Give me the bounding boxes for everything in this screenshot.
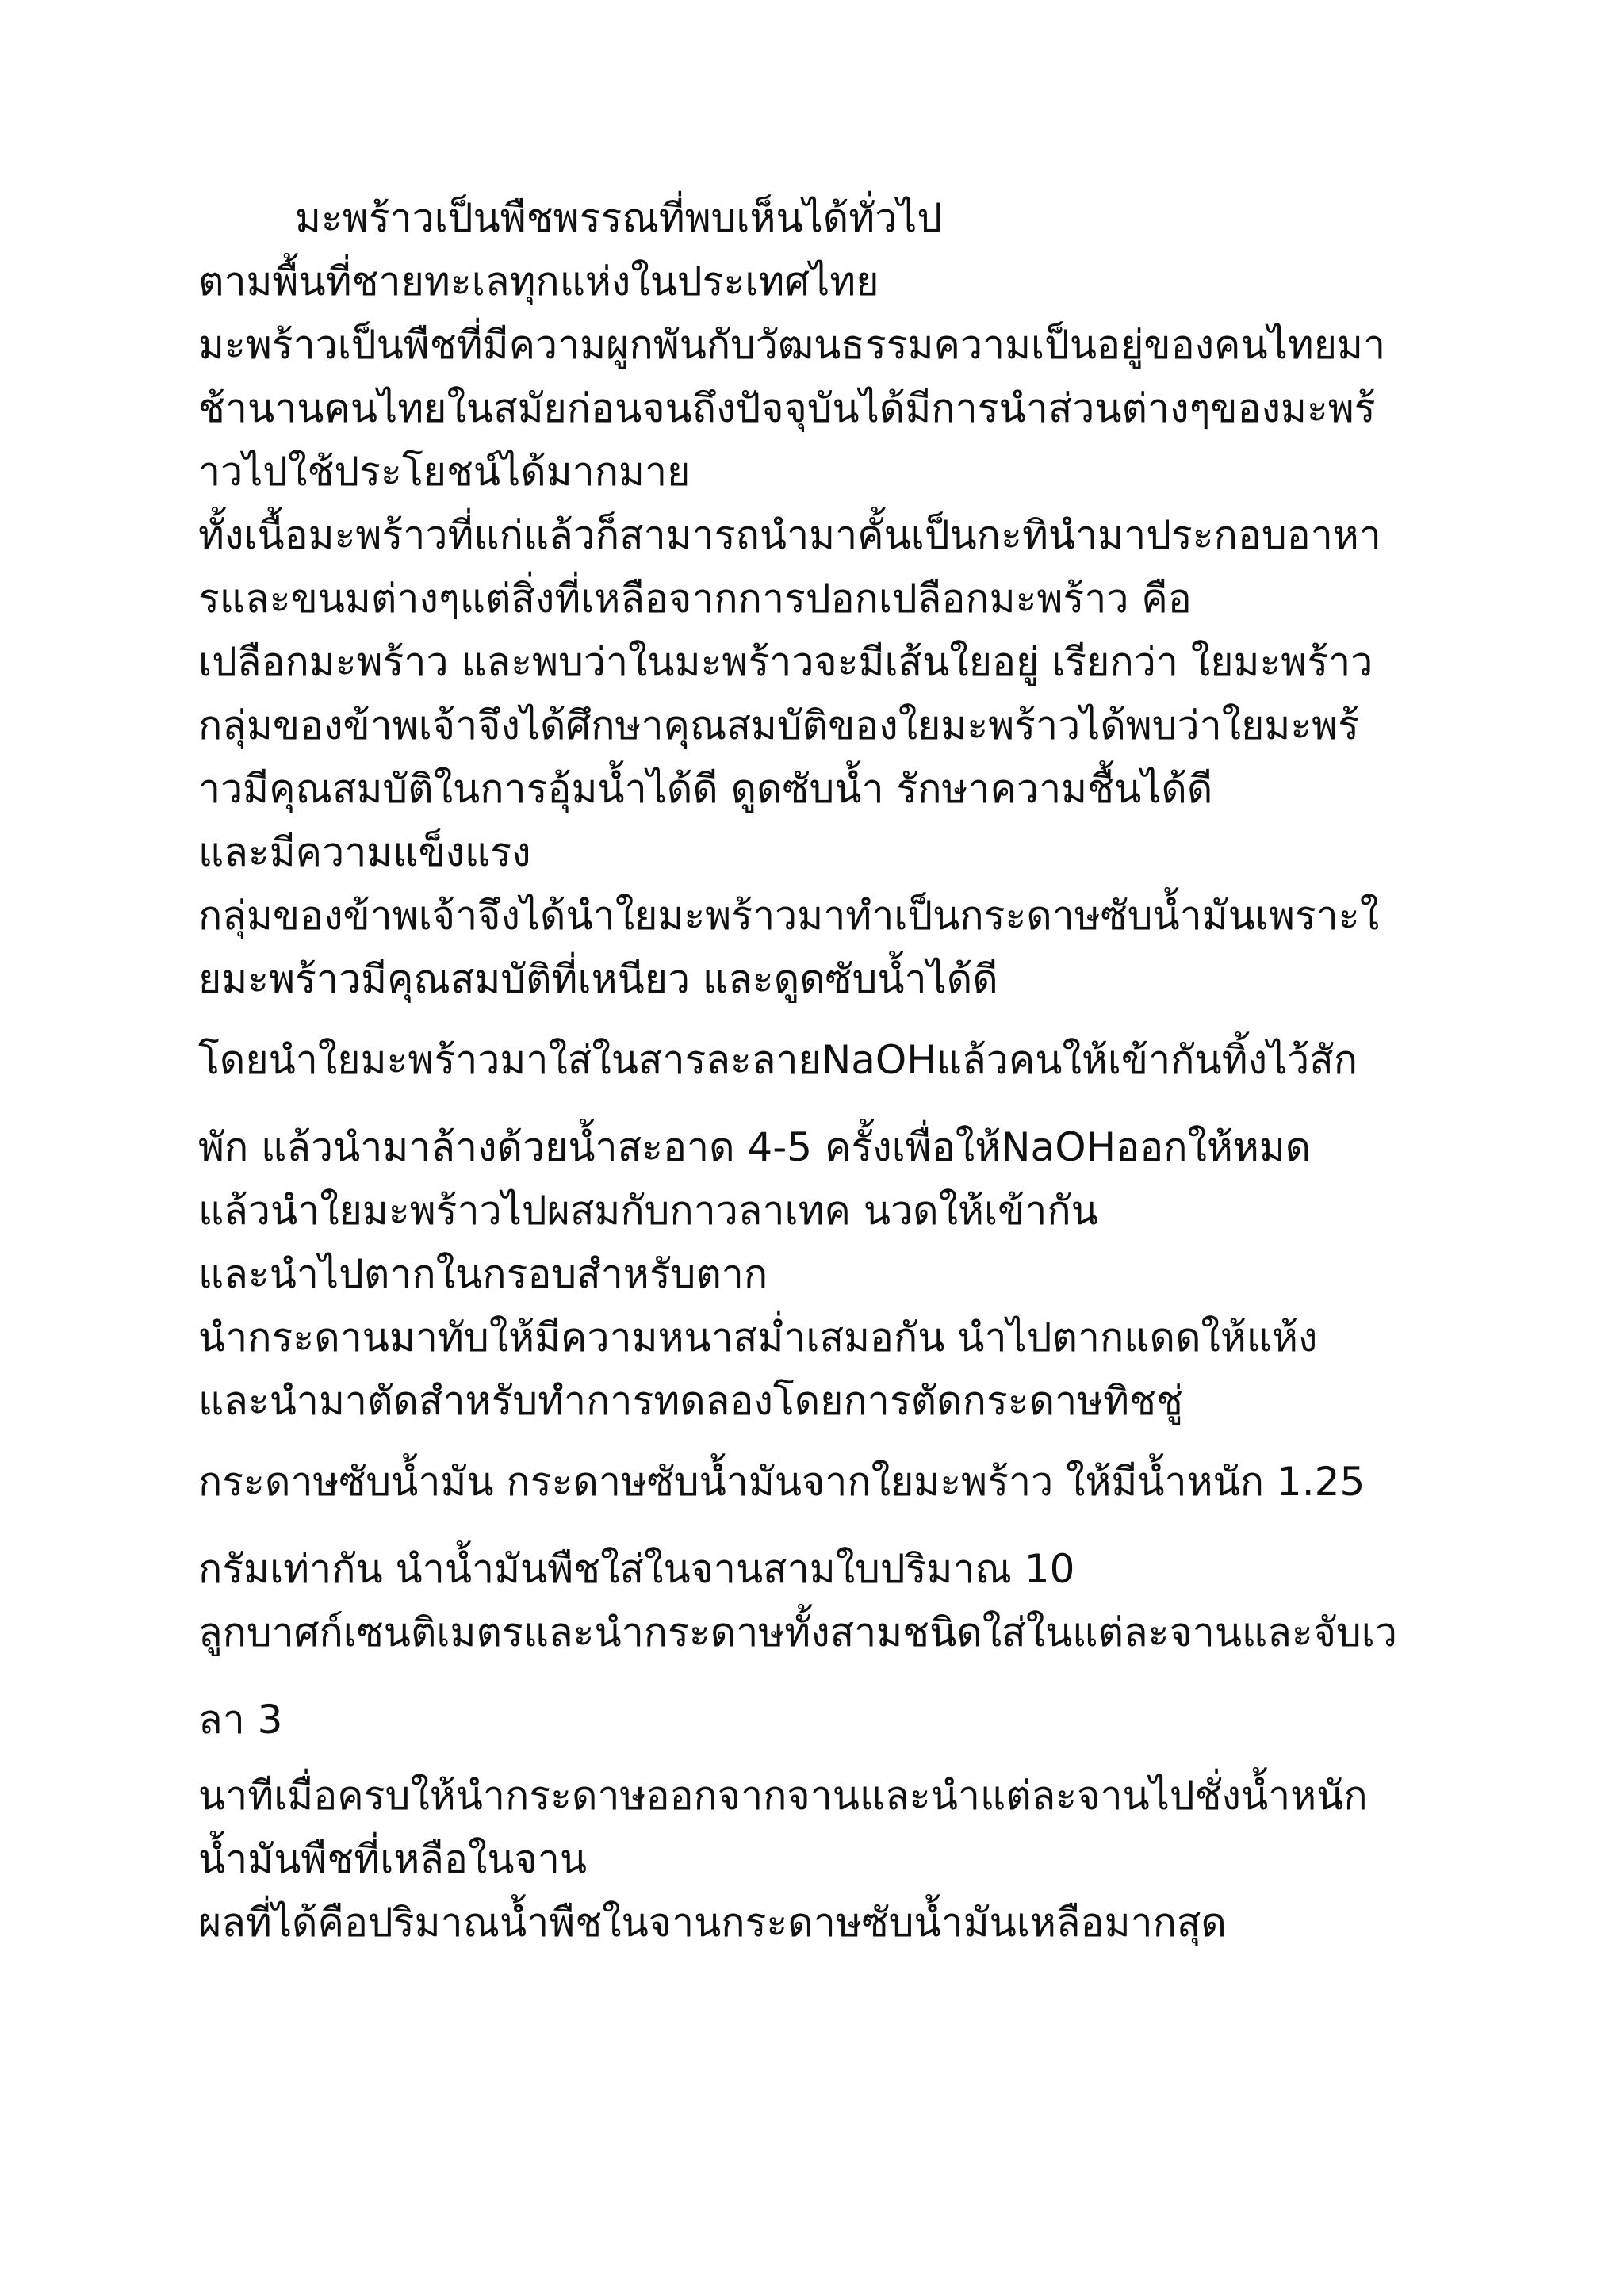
text-line: ตามพื้นที่ชายทะเลทุกแห่งในประเทศไทย [198, 258, 879, 304]
text-line: กลุ่มของข้าพเจ้าจึงได้ศึกษาคุณสมบัติของใยมะพร้าวได้พบว่าใยมะพร้ [198, 702, 1359, 748]
text-line: และมีความแข็งแรง [198, 829, 531, 875]
document-body [198, 186, 1451, 1954]
text-line: และนำไปตากในกรอบสำหรับตาก [198, 1251, 768, 1297]
text-line: มะพร้าวเป็นพืชที่มีความผูกพันกับวัฒนธรรมความเป็นอยู่ของคนไทยมา [198, 322, 1386, 368]
text-line: กระดาษซับน้ำมัน กระดาษซับน้ำมันจากใยมะพร้าว ให้มีน้ำหนัก 1.25 [198, 1459, 1365, 1505]
text-line: เปลือกมะพร้าว และพบว่าในมะพร้าวจะมีเส้นใยอยู่ เรียกว่า ใยมะพร้าว [198, 639, 1373, 685]
text-line: นาทีเมื่อครบให้นำกระดาษออกจากจานและนำแต่ละจานไปชั่งน้ำหนัก [198, 1773, 1368, 1819]
text-line: กรัมเท่ากัน นำน้ำมันพืชใส่ในจานสามใบปริมาณ 10 [198, 1546, 1075, 1592]
text-line: น้ำมันพืชที่เหลือในจาน [198, 1836, 588, 1882]
text-line: รและขนมต่างๆแต่สิ่งที่เหลือจากการปอกเปลือกมะพร้าว คือ [198, 576, 1192, 622]
text-line: กลุ่มของข้าพเจ้าจึงได้นำใยมะพร้าวมาทำเป็นกระดาษซับน้ำมันเพราะใ [198, 893, 1380, 939]
text-line: าวมีคุณสมบัติในการอุ้มน้ำได้ดี ดูดซับน้ำ รักษาความชื้นได้ดี [198, 766, 1213, 812]
text-line: ช้านานคนไทยในสมัยก่อนจนถึงปัจจุบันได้มีการนำส่วนต่างๆของมะพร้ [198, 385, 1376, 431]
text-line: นำกระดานมาทับให้มีความหนาสม่ำเสมอกัน นำไปตากแดดให้แห้ง [198, 1314, 1318, 1360]
text-line: แล้วนำใยมะพร้าวไปผสมกับกาวลาเทค นวดให้เข้ากัน [198, 1188, 1098, 1234]
text-line: ลา 3 [198, 1697, 283, 1743]
text-line: ยมะพร้าวมีคุณสมบัติที่เหนียว และดูดซับน้ำได้ดี [198, 956, 998, 1002]
text-line: ลูกบาศก์เซนติเมตรและนำกระดาษทั้งสามชนิดใส่ในแต่ละจานและจับเว [198, 1609, 1397, 1655]
text-line: มะพร้าวเป็นพืชพรรณที่พบเห็นได้ทั่วไป [295, 195, 943, 241]
text-line: ทั้งเนื้อมะพร้าวที่แก่แล้วก็สามารถนำมาคั้นเป็นกะทินำมาประกอบอาหา [198, 512, 1381, 558]
text-line: โดยนำใยมะพร้าวมาใส่ในสารละลายNaOHแล้วคนให้เข้ากันทิ้งไว้สัก [198, 1037, 1358, 1083]
text-line: าวไปใช้ประโยชน์ได้มากมาย [198, 449, 691, 495]
text-line: ผลที่ได้คือปริมาณน้ำพืชในจานกระดาษซับน้ำมันเหลือมากสุด [198, 1900, 1227, 1946]
text-line: พัก แล้วนำมาล้างด้วยน้ำสะอาด 4-5 ครั้งเพื่อให้NaOHออกให้หมด [198, 1124, 1312, 1170]
text-line: และนำมาตัดสำหรับทำการทดลองโดยการตัดกระดาษทิชชู่ [198, 1378, 1183, 1424]
